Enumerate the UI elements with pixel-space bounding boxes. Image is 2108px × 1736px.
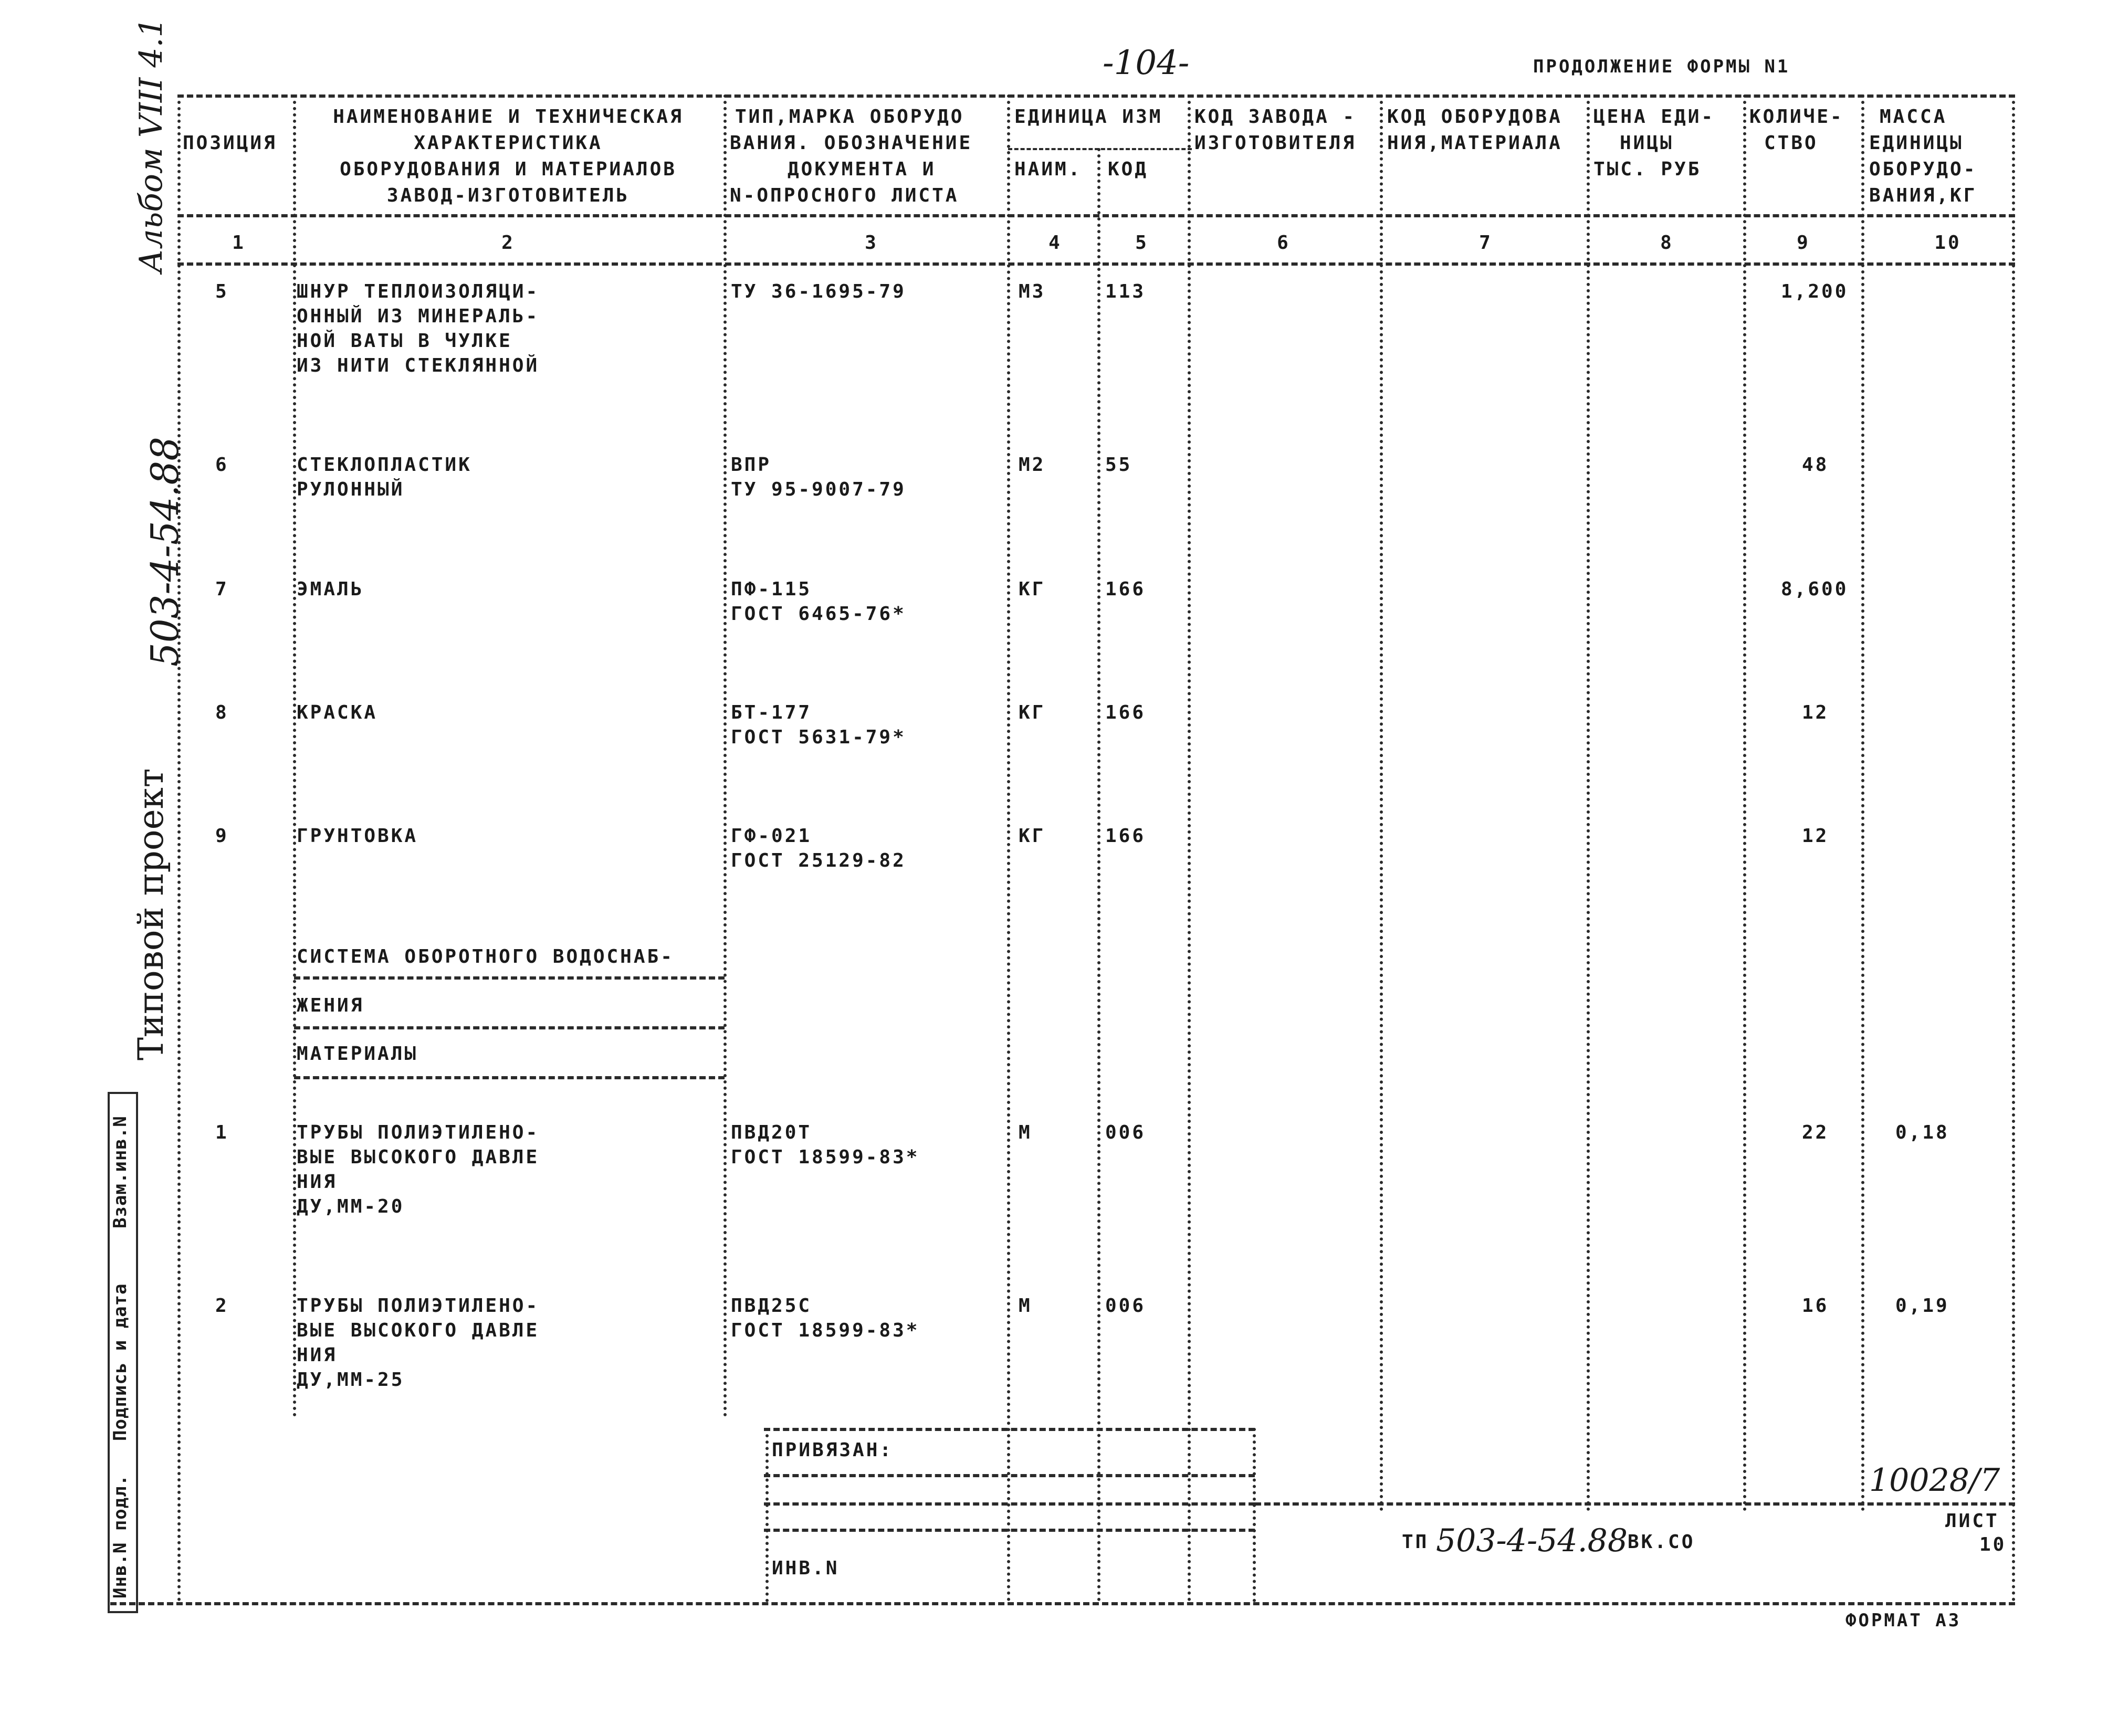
table-row-name: ИЗ НИТИ СТЕКЛЯННОЙ xyxy=(297,355,540,376)
table-row-name: ТРУБЫ ПОЛИЭТИЛЕНО- xyxy=(297,1122,540,1143)
table-row-qty: 22 xyxy=(1802,1122,1829,1143)
col-border-left xyxy=(177,94,181,1602)
table-row-qty: 12 xyxy=(1802,825,1829,847)
table-row-name: ШНУР ТЕПЛОИЗОЛЯЦИ- xyxy=(297,281,540,302)
stamp-sheet-number: 10 xyxy=(1979,1534,2007,1555)
col-border-3 xyxy=(723,94,727,1417)
stamp-doc-prefix: ТП xyxy=(1402,1531,1429,1553)
table-row-unit: КГ xyxy=(1019,825,1046,847)
head-col9-line1: КОЛИЧЕ- xyxy=(1749,106,1844,128)
head-col1: ПОЗИЦИЯ xyxy=(183,132,277,154)
stamp-sheet-label: ЛИСТ xyxy=(1945,1510,1999,1532)
table-row-unit: КГ xyxy=(1019,702,1046,723)
table-row-code: 113 xyxy=(1105,281,1146,302)
table-row-pos: 7 xyxy=(215,578,229,600)
table-row-name: НИЯ xyxy=(297,1171,338,1193)
table-row-code: 166 xyxy=(1105,825,1146,847)
table-row-pos: 6 xyxy=(215,454,229,476)
album-label: Альбом VIII 4.1 xyxy=(133,17,170,273)
table-row-qty: 16 xyxy=(1802,1295,1829,1317)
col-num-2: 2 xyxy=(501,232,515,254)
table-row-name: СТЕКЛОПЛАСТИК xyxy=(297,454,472,476)
head-col3-line3: ДОКУМЕНТА И xyxy=(788,159,936,180)
section-title: СИСТЕМА ОБОРОТНОГО ВОДОСНАБ- xyxy=(297,946,674,967)
stamp-right xyxy=(1253,1428,1256,1602)
table-row-type: ТУ 95-9007-79 xyxy=(731,479,906,500)
table-row-type: ВПР xyxy=(731,454,772,476)
col-border-2 xyxy=(293,94,296,1417)
head-col2-line1: НАИМЕНОВАНИЕ И ТЕХНИЧЕСКАЯ xyxy=(333,106,684,128)
head-col4: НАИМ. xyxy=(1014,159,1082,180)
head-col10-line2: ЕДИНИЦЫ xyxy=(1869,132,1964,154)
table-row-code: 166 xyxy=(1105,578,1146,600)
head-col3-line1: ТИП,МАРКА ОБОРУДО xyxy=(735,106,964,128)
project-code-side: 503-4-54.88 xyxy=(143,436,187,667)
page-number: -104- xyxy=(1103,44,1190,82)
table-row-unit: М3 xyxy=(1019,281,1046,302)
head-col7-line1: КОД ОБОРУДОВА xyxy=(1387,106,1562,128)
col-num-8: 8 xyxy=(1660,232,1674,254)
head-col10-line1: МАССА xyxy=(1880,106,1947,128)
table-row-pos: 5 xyxy=(215,281,229,302)
col-num-10: 10 xyxy=(1934,232,1962,254)
table-row-code: 006 xyxy=(1105,1122,1146,1143)
section-rule-1 xyxy=(294,976,725,980)
col-num-1: 1 xyxy=(232,232,246,254)
table-row-name: НОЙ ВАТЫ В ЧУЛКЕ xyxy=(297,330,512,352)
col-num-6: 6 xyxy=(1277,232,1291,254)
col-border-8 xyxy=(1587,94,1590,1512)
section-rule-2 xyxy=(294,1026,725,1029)
stamp-left xyxy=(765,1428,769,1602)
stamp-doc-code: 503-4-54.88 xyxy=(1436,1522,1628,1559)
section-rule-3 xyxy=(294,1076,725,1079)
col-num-4: 4 xyxy=(1048,232,1062,254)
col-border-5 xyxy=(1097,148,1100,1602)
head-col3-line4: N-ОПРОСНОГО ЛИСТА xyxy=(730,185,959,206)
col-num-7: 7 xyxy=(1479,232,1493,254)
col-num-5: 5 xyxy=(1135,232,1149,254)
table-row-qty: 8,600 xyxy=(1781,578,1849,600)
table-row-type: ГОСТ 18599-83* xyxy=(731,1146,920,1168)
table-row-name: НИЯ xyxy=(297,1344,338,1366)
table-row-code: 55 xyxy=(1105,454,1132,476)
table-row-name: ОННЫЙ ИЗ МИНЕРАЛЬ- xyxy=(297,306,540,327)
head-unit-group: ЕДИНИЦА ИЗМ xyxy=(1014,106,1163,128)
table-row-type: ПВД25С xyxy=(731,1295,812,1317)
head-col2-line2: ХАРАКТЕРИСТИКА xyxy=(414,132,603,154)
stamp-inv-label: ИНВ.N xyxy=(772,1558,840,1579)
col-border-4 xyxy=(1007,94,1010,1602)
table-row-unit: КГ xyxy=(1019,578,1046,600)
table-row-name: РУЛОННЫЙ xyxy=(297,479,405,500)
head-col7-line2: НИЯ,МАТЕРИАЛА xyxy=(1387,132,1562,154)
stamp-field-inv: Инв.N подл. xyxy=(110,1474,131,1598)
table-row-type: ТУ 36-1695-79 xyxy=(731,281,906,302)
section-title-cont: ЖЕНИЯ xyxy=(297,995,364,1016)
table-row-type: ПВД20Т xyxy=(731,1122,812,1143)
col-border-9 xyxy=(1743,94,1746,1512)
format-label: ФОРМАТ А3 xyxy=(1845,1610,1962,1631)
table-row-name: ВЫЕ ВЫСОКОГО ДАВЛЕ xyxy=(297,1320,540,1341)
table-row-pos: 1 xyxy=(215,1122,229,1143)
head-col6-line1: КОД ЗАВОДА - xyxy=(1194,106,1357,128)
head-col8-line3: ТЫС. РУБ xyxy=(1593,159,1702,180)
section-subtitle: МАТЕРИАЛЫ xyxy=(297,1043,418,1065)
table-row-mass: 0,18 xyxy=(1895,1122,1949,1143)
col-border-10 xyxy=(1861,94,1864,1512)
table-row-name: ДУ,ММ-25 xyxy=(297,1369,405,1391)
head-col5: КОД xyxy=(1108,159,1149,180)
rule-top xyxy=(177,94,2015,98)
table-row-qty: 48 xyxy=(1802,454,1829,476)
col-num-3: 3 xyxy=(865,232,878,254)
col-num-9: 9 xyxy=(1797,232,1810,254)
col-border-6 xyxy=(1188,94,1191,1602)
table-row-type: БТ-177 xyxy=(731,702,812,723)
table-row-type: ГОСТ 18599-83* xyxy=(731,1320,920,1341)
table-row-unit: М xyxy=(1019,1122,1032,1143)
table-row-unit: М2 xyxy=(1019,454,1046,476)
head-col9-line2: СТВО xyxy=(1764,132,1818,154)
head-col10-line3: ОБОРУДО- xyxy=(1869,159,1977,180)
stamp-doc-suffix: ВК.СО xyxy=(1628,1531,1695,1553)
table-row-type: ГОСТ 6465-76* xyxy=(731,603,906,625)
rule-bottom xyxy=(110,1602,2015,1605)
archive-number: 10028/7 xyxy=(1869,1462,2000,1499)
table-row-code: 166 xyxy=(1105,702,1146,723)
table-row-unit: М xyxy=(1019,1295,1032,1317)
side-stamp-box xyxy=(108,1092,138,1613)
table-row-pos: 9 xyxy=(215,825,229,847)
head-col8-line2: НИЦЫ xyxy=(1620,132,1674,154)
table-row-name: ЭМАЛЬ xyxy=(297,578,364,600)
table-row-type: ГОСТ 5631-79* xyxy=(731,727,906,748)
head-col8-line1: ЦЕНА ЕДИ- xyxy=(1593,106,1715,128)
project-type-side: Типовой проект xyxy=(131,768,171,1060)
head-col2-line4: ЗАВОД-ИЗГОТОВИТЕЛЬ xyxy=(386,185,630,206)
table-row-pos: 8 xyxy=(215,702,229,723)
table-row-type: ГОСТ 25129-82 xyxy=(731,850,906,871)
rule-header-bottom xyxy=(177,214,2015,217)
head-col3-line2: ВАНИЯ. ОБОЗНАЧЕНИЕ xyxy=(730,132,973,154)
stamp-rule-5 xyxy=(1255,1502,2015,1506)
table-row-pos: 2 xyxy=(215,1295,229,1317)
head-col2-line3: ОБОРУДОВАНИЯ И МАТЕРИАЛОВ xyxy=(340,159,677,180)
stamp-field-replace: Взам.инв.N xyxy=(110,1116,131,1228)
table-row-mass: 0,19 xyxy=(1895,1295,1949,1317)
rule-numbers-bottom xyxy=(177,262,2015,266)
table-row-name: ВЫЕ ВЫСОКОГО ДАВЛЕ xyxy=(297,1146,540,1168)
head-col6-line2: ИЗГОТОВИТЕЛЯ xyxy=(1194,132,1357,154)
table-row-name: ТРУБЫ ПОЛИЭТИЛЕНО- xyxy=(297,1295,540,1317)
table-row-name: ДУ,ММ-20 xyxy=(297,1196,405,1217)
col-border-7 xyxy=(1380,94,1383,1512)
stamp-field-sign: Подпись и дата xyxy=(110,1283,131,1441)
col-border-right xyxy=(2012,94,2015,1602)
continuation-header: ПРОДОЛЖЕНИЕ ФОРМЫ N1 xyxy=(1533,56,1790,77)
head-col10-line4: ВАНИЯ,КГ xyxy=(1869,185,1977,206)
table-row-code: 006 xyxy=(1105,1295,1146,1317)
table-row-type: ГФ-021 xyxy=(731,825,812,847)
table-row-type: ПФ-115 xyxy=(731,578,812,600)
table-row-name: ГРУНТОВКА xyxy=(297,825,418,847)
table-row-name: КРАСКА xyxy=(297,702,378,723)
table-row-qty: 1,200 xyxy=(1781,281,1849,302)
stamp-tied-label: ПРИВЯЗАН: xyxy=(772,1439,894,1461)
table-row-qty: 12 xyxy=(1802,702,1829,723)
